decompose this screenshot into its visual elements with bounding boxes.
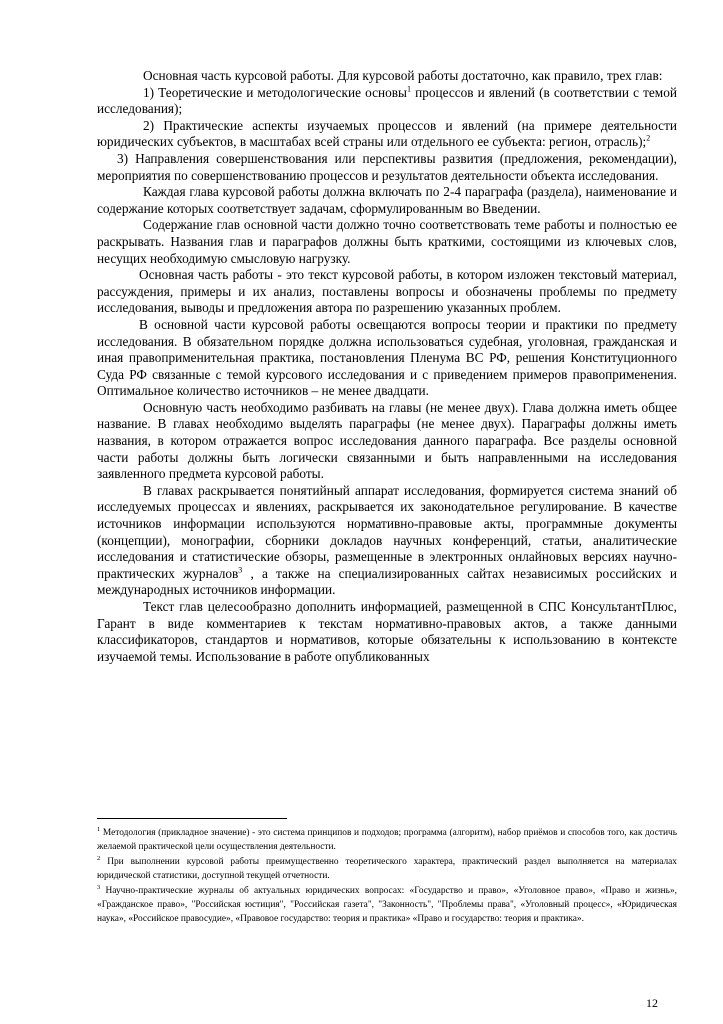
list-item-2: 2) Практические аспекты изучаемых процессов и явлений (на примере деятельности юридических субъектов, в масштабах всей страны или отдельного ее субъекта: регион, отрасль);$^2$ xyxy=(97,117,677,150)
footnote-3: $^3$ Научно-практические журналы об актуальных юридических вопросах: «Государство и право», «Уголовное право», «Право и жизнь», «Гражданское право», "Российская юстиция", "Российская газета", "Законность", "Проблемы права", «Уголовный процесс», «Юридическая наука», «Российское правосудие», «Правовое государство: теория и практика» «Право и государство: теория и практика». xyxy=(97,883,677,925)
paragraph-supplement: Текст глав целесообразно дополнить информацией, размещенной в СПС КонсультантПлюс, Гарант в виде комментариев к текстам нормативно-правовых актов, а также данными классификаторов, стандартов и нормативов, которые обязательны к использованию в контексте изучаемой темы. Использование в работе опубликованных xyxy=(97,599,677,664)
footnote-2: $^2$ При выполнении курсовой работы преимущественно теоретического характера, практический раздел выполняется на материалах юридической статистики, доступной текущей отчетности. xyxy=(97,854,677,882)
page-number: 12 xyxy=(646,996,658,1010)
footnote-ref-2[interactable]: 2 xyxy=(646,133,651,143)
footnotes xyxy=(97,826,677,927)
paragraph-content: Содержание глав основной части должно точно соответствовать теме работы и полностью ее раскрывать. Названия глав и параграфов должны быть краткими, состоящими из ключевых слов, несущих необходимую смысловую нагрузку. xyxy=(97,217,677,266)
paragraph-intro: Основная часть курсовой работы. Для курсовой работы достаточно, как правило, трех глав: xyxy=(143,68,663,83)
footnote-1: $^1$ Методология (прикладное значение) - это система принципов и подходов; программа (алгоритм), набор приёмов и способов того, как достичь желаемой практической цели осуществления деятельности. xyxy=(97,825,677,853)
list-item-1: 1) Теоретические и методологические основы$^1$ процессов и явлений (в соответствии с темой исследования); xyxy=(97,84,677,117)
footnote-ref-1[interactable]: 1 xyxy=(406,84,411,94)
paragraph-chapters: Каждая глава курсовой работы должна включать по 2-4 параграфа (раздела), наименование и содержание которых соответствует задачам, сформулированным во Введении. xyxy=(97,184,677,216)
paragraph-main-part: Основная часть работы - это текст курсовой работы, в котором изложен текстовый материал, рассуждения, примеры и их анализ, поставлены вопросы и обозначены проблемы по предмету исследования, выводы и предложения автора по разрешению указанных проблем. xyxy=(97,267,677,316)
footnote-separator xyxy=(97,818,287,819)
list-item-3: 3) Направления совершенствования или перспективы развития (предложения, рекомендации), мероприятия по совершенствованию процессов и результатов деятельности объекта исследования. xyxy=(97,150,677,183)
paragraph-sources: В главах раскрывается понятийный аппарат исследования, формируется система знаний об исследуемых процессах и явлениях, раскрывается их законодательное регулирование. В качестве источников информации используются нормативно-правовые акты, программные документы (концепции), монографии, сборники докладов научных конференций, статьи, аналитические исследования и статистические обзоры, размещенные в электронных онлайновых версиях научно-практических журналов$^3$ , а также на специализированных сайтах независимых российских и международных источников информации. xyxy=(97,482,677,598)
main-text xyxy=(97,68,677,665)
footnote-ref-3[interactable]: 3 xyxy=(238,565,243,575)
paragraph-theory-practice: В основной части курсовой работы освещаются вопросы теории и практики по предмету исследования. В обязательном порядке должна использоваться судебная, уголовная, гражданская и иная правоприменительная практика, постановления Пленума ВС РФ, решения Конституционного Суда РФ связанные с темой курсового исследования и с приведением примеров правоприменения. Оптимальное количество источников – не менее двадцати. xyxy=(97,316,677,399)
paragraph-structure: Основную часть необходимо разбивать на главы (не менее двух). Глава должна иметь общее название. В главах необходимо выделять параграфы (не менее двух). Параграфы должны иметь названия, в котором отражается вопрос исследования данного параграфа. Все разделы основной части работы должны быть логически связанными и быть направленными на исследования заявленного предмета курсовой работы. xyxy=(97,399,677,482)
